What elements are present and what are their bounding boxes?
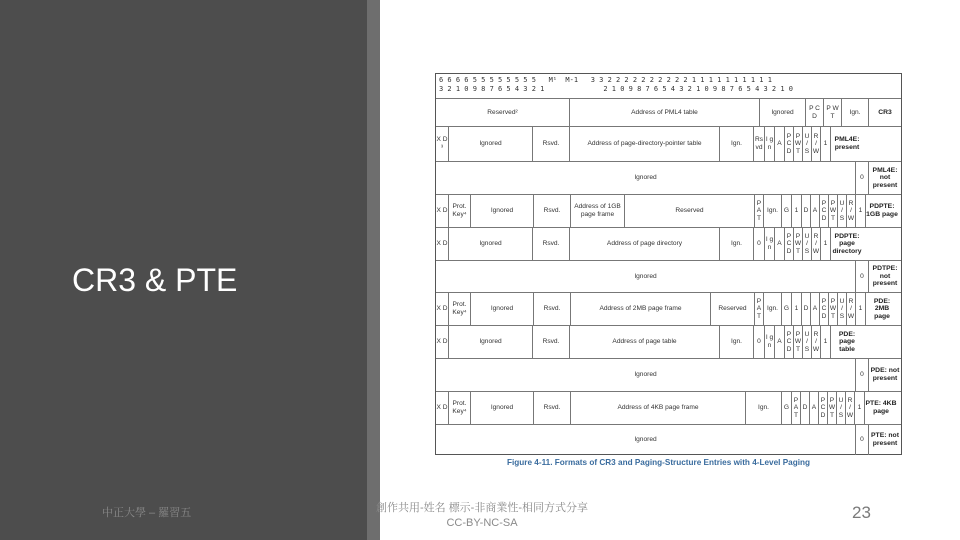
field-cell: Ign. [719, 326, 753, 358]
field-cell: Prot. Key⁴ [448, 195, 470, 227]
field-cell: 0 [753, 228, 764, 260]
field-cell: I g n [764, 127, 774, 161]
field-cell: U / S [837, 195, 846, 227]
field-cell: Address of page table [569, 326, 719, 358]
entry-type-label: PML4E: present [830, 127, 863, 161]
field-cell: Ignored [759, 99, 805, 126]
entry-type-label: PDPTE: page directory [830, 228, 863, 260]
license-line-2: CC-BY-NC-SA [446, 517, 518, 529]
entry-type-label: PDE: not present [868, 359, 901, 391]
table-row [436, 126, 901, 161]
table-row [436, 292, 901, 325]
entry-type-label: PTE: 4KB page [864, 392, 897, 424]
field-cell: U / S [802, 127, 811, 161]
field-cell: I g n [764, 326, 774, 358]
field-cell: X D [436, 240, 448, 248]
field-cell: X D [436, 338, 448, 346]
field-cell: Ign. [763, 195, 781, 227]
bit-position-header [436, 74, 901, 98]
field-cell: A [774, 127, 784, 161]
field-cell: Reserved [624, 195, 754, 227]
field-cell: D [800, 392, 809, 424]
field-cell: 0 [855, 261, 868, 292]
field-cell: 1 [791, 195, 801, 227]
field-cell: Reserved [710, 293, 754, 325]
table-row [436, 424, 901, 455]
field-cell: Address of PML4 table [569, 99, 759, 126]
field-cell: Reserved² [487, 108, 518, 116]
field-cell: P W T [793, 228, 802, 260]
field-cell: R / W [811, 228, 820, 260]
field-cell: Prot. Key⁴ [448, 392, 470, 424]
field-cell: Address of 4KB page frame [570, 392, 745, 424]
field-cell: A [810, 293, 819, 325]
field-cell: Ign. [841, 99, 868, 126]
field-cell: Rsvd. [532, 228, 569, 260]
field-cell: R / W [811, 326, 820, 358]
footer-author: 中正大學 – 羅習五 [102, 507, 192, 519]
field-cell: Ign. [719, 127, 753, 161]
field-cell: Address of page directory [569, 228, 719, 260]
field-cell: X D [436, 404, 448, 412]
field-cell: Ign. [719, 228, 753, 260]
field-cell: P W T [828, 293, 837, 325]
field-cell: Ign. [763, 293, 781, 325]
field-cell: Ignored [634, 174, 657, 182]
field-cell: G [781, 392, 791, 424]
table-row [436, 325, 901, 358]
table-row [436, 98, 901, 126]
field-cell: P W T [793, 326, 802, 358]
field-cell: P C D [819, 293, 828, 325]
field-cell: 1 [791, 293, 801, 325]
field-cell: A [810, 195, 819, 227]
field-cell: 1 [820, 326, 830, 358]
field-cell: Rsvd. [532, 326, 569, 358]
field-cell: P W T [793, 127, 802, 161]
entry-type-label: PDE: 2MB page [865, 293, 898, 325]
field-cell: 0 [753, 326, 764, 358]
field-cell: P A T [791, 392, 800, 424]
panel-divider [367, 0, 380, 540]
field-cell: Ignored [470, 195, 533, 227]
field-cell: Rsvd. [533, 293, 570, 325]
field-cell: R / W [811, 127, 820, 161]
field-cell: Ignored [470, 392, 533, 424]
field-cell: Ignored [470, 293, 533, 325]
field-cell: P W T [823, 99, 841, 126]
field-cell: X D [436, 305, 448, 313]
paging-structure-figure [435, 73, 902, 455]
field-cell: A [809, 392, 818, 424]
field-cell: Ignored [634, 371, 657, 379]
field-cell: U / S [802, 228, 811, 260]
entry-type-label: PDTPE: not present [868, 261, 901, 292]
field-cell: Ign. [745, 392, 781, 424]
field-cell: Rs vd [753, 127, 764, 161]
field-cell: R / W [845, 392, 854, 424]
field-cell: P W T [827, 392, 836, 424]
footer-license [362, 501, 602, 531]
field-cell: P A T [754, 293, 763, 325]
field-cell: G [781, 293, 791, 325]
bit-header-row1: 6 6 6 6 5 5 5 5 5 5 5 5 M¹ M-1 3 3 2 2 2 2 2 2 2 2 2 2 1 1 1 1 1 1 1 1 1 1 [439, 76, 772, 84]
license-line-1: 創作共用-姓名 標示-非商業性-相同方式分享 [375, 502, 589, 514]
table-row [436, 260, 901, 292]
field-cell: Ignored [448, 127, 532, 161]
field-cell: 0 [855, 425, 868, 455]
field-cell: P C D [784, 127, 793, 161]
field-cell: Rsvd. [533, 392, 570, 424]
field-cell: Address of 2MB page frame [570, 293, 710, 325]
field-cell: P C D [805, 99, 823, 126]
field-cell: P W T [828, 195, 837, 227]
field-cell: Address of 1GB page frame [570, 195, 624, 227]
field-cell: I g n [764, 228, 774, 260]
field-cell: 1 [855, 195, 865, 227]
table-row [436, 391, 901, 424]
entry-type-label: PTE: not present [868, 425, 901, 455]
field-cell: Ignored [448, 326, 532, 358]
field-cell: U / S [802, 326, 811, 358]
field-cell: 0 [855, 359, 868, 391]
field-cell: Prot. Key⁴ [448, 293, 470, 325]
field-cell: A [774, 326, 784, 358]
field-cell: P A T [754, 195, 763, 227]
field-cell: 1 [820, 127, 830, 161]
field-cell: A [774, 228, 784, 260]
field-cell: U / S [836, 392, 845, 424]
figure-caption: Figure 4-11. Formats of CR3 and Paging-Structure Entries with 4-Level Paging [507, 458, 810, 467]
field-cell: X D [436, 207, 448, 215]
field-cell: X D ³ [436, 136, 448, 151]
field-cell: 0 [855, 162, 868, 194]
field-cell: U / S [837, 293, 846, 325]
entry-type-label: PDPTE: 1GB page [865, 195, 898, 227]
entry-type-label: PDE: page table [830, 326, 863, 358]
field-cell: P C D [784, 228, 793, 260]
field-cell: P C D [819, 195, 828, 227]
field-cell: Rsvd. [532, 127, 569, 161]
field-cell: Address of page-directory-pointer table [569, 127, 719, 161]
field-cell: D [801, 195, 810, 227]
table-row [436, 161, 901, 194]
field-cell: R / W [846, 195, 855, 227]
slide-title: CR3 & PTE [72, 262, 238, 298]
field-cell: P C D [784, 326, 793, 358]
page-number: 23 [852, 503, 871, 522]
field-cell: D [801, 293, 810, 325]
field-cell: Ignored [448, 228, 532, 260]
field-cell: Ignored [634, 436, 657, 444]
field-cell: P C D [818, 392, 827, 424]
table-row [436, 227, 901, 260]
entry-type-label: PML4E: not present [868, 162, 901, 194]
bit-header-row2: 3 2 1 0 9 8 7 6 5 4 3 2 1 2 1 0 9 8 7 6 5 4 3 2 1 0 9 8 7 6 5 4 3 2 1 0 [439, 85, 794, 93]
field-cell: G [781, 195, 791, 227]
table-row [436, 194, 901, 227]
field-cell: R / W [846, 293, 855, 325]
field-cell: 1 [855, 293, 865, 325]
entry-type-label: CR3 [868, 99, 901, 126]
field-cell: Rsvd. [533, 195, 570, 227]
table-row [436, 358, 901, 391]
field-cell: Ignored [634, 272, 657, 280]
field-cell: 1 [854, 392, 864, 424]
field-cell: 1 [820, 228, 830, 260]
